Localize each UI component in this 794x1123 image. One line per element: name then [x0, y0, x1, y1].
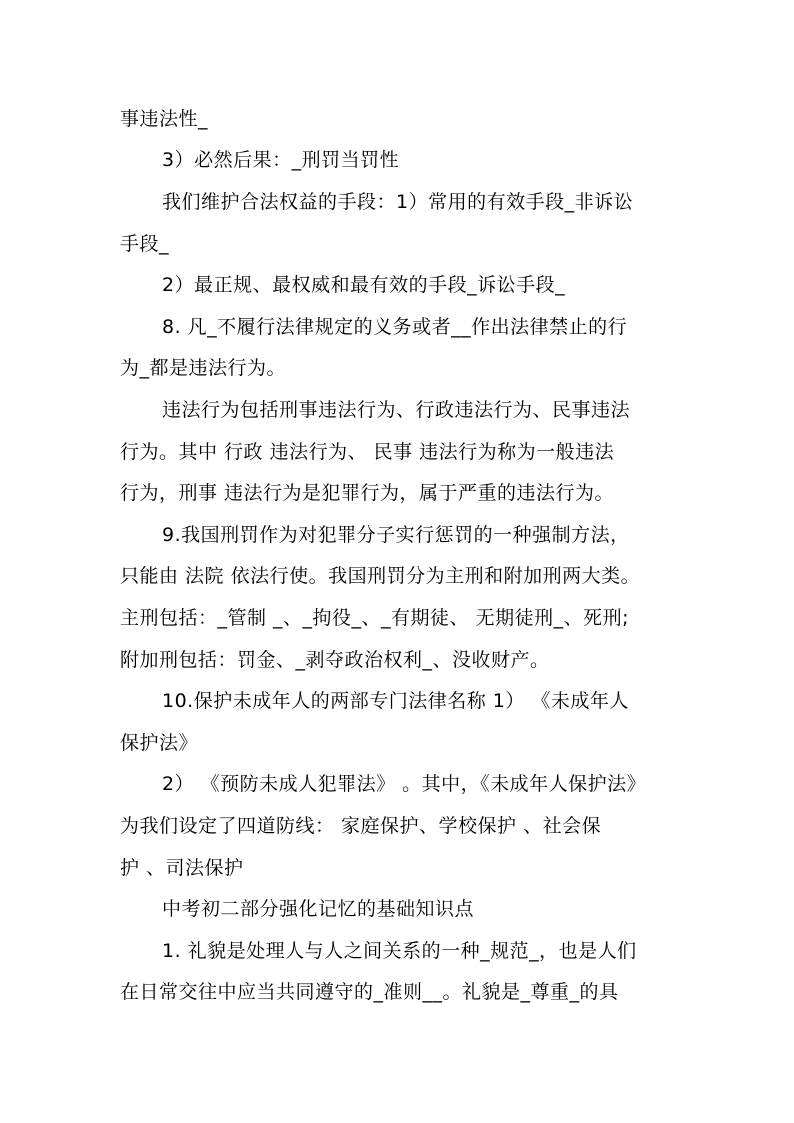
text-line: 为_都是违法行为。 [120, 357, 287, 379]
text-line: 在日常交往中应当共同遵守的_准则__。礼貌是_尊重_的具 [120, 981, 619, 1003]
text-line: 主刑包括：_管制 _、_拘役_、_有期徒、 无期徒刑_、死刑; [120, 607, 629, 629]
text-line: 2）最正规、最权威和最有效的手段_诉讼手段_ [162, 274, 566, 296]
text-line: 行为，刑事 违法行为是犯罪行为，属于严重的违法行为。 [120, 482, 615, 504]
text-line: 9.我国刑罚作为对犯罪分子实行惩罚的一种强制方法， [162, 524, 630, 546]
text-line: 2） 《预防未成人犯罪法》 。其中，《未成年人保护法》 [162, 773, 647, 795]
text-line: 保护法》 [120, 732, 199, 754]
text-line: 违法行为包括刑事违法行为、行政违法行为、民事违法 [162, 399, 631, 421]
text-line: 3）必然后果：_刑罚当罚性 [162, 149, 400, 171]
text-line: 护 、司法保护 [120, 857, 244, 879]
text-line: 10.保护未成年人的两部专门法律名称 1） 《未成年人 [162, 690, 629, 712]
text-line: 只能由 法院 依法行使。我国刑罚分为主刑和附加刑两大类。 [120, 565, 641, 587]
text-line: 附加刑包括：罚金、_剥夺政治权利_、没收财产。 [120, 649, 550, 671]
text-line: 手段_ [120, 233, 170, 255]
text-line: 事违法性_ [120, 108, 209, 130]
text-line: 行为。其中 行政 违法行为、 民事 违法行为称为一般违法 [120, 441, 615, 463]
text-line: 8. 凡_不履行法律规定的义务或者__作出法律禁止的行 [162, 316, 628, 338]
text-line: 我们维护合法权益的手段：1）常用的有效手段_非诉讼 [162, 191, 634, 213]
text-line: 为我们设定了四道防线： 家庭保护、学校保护 、社会保 [120, 815, 602, 837]
section-heading: 中考初二部分强化记忆的基础知识点 [162, 898, 475, 920]
text-line: 1. 礼貌是处理人与人之间关系的一种_规范_，也是人们 [162, 940, 637, 962]
